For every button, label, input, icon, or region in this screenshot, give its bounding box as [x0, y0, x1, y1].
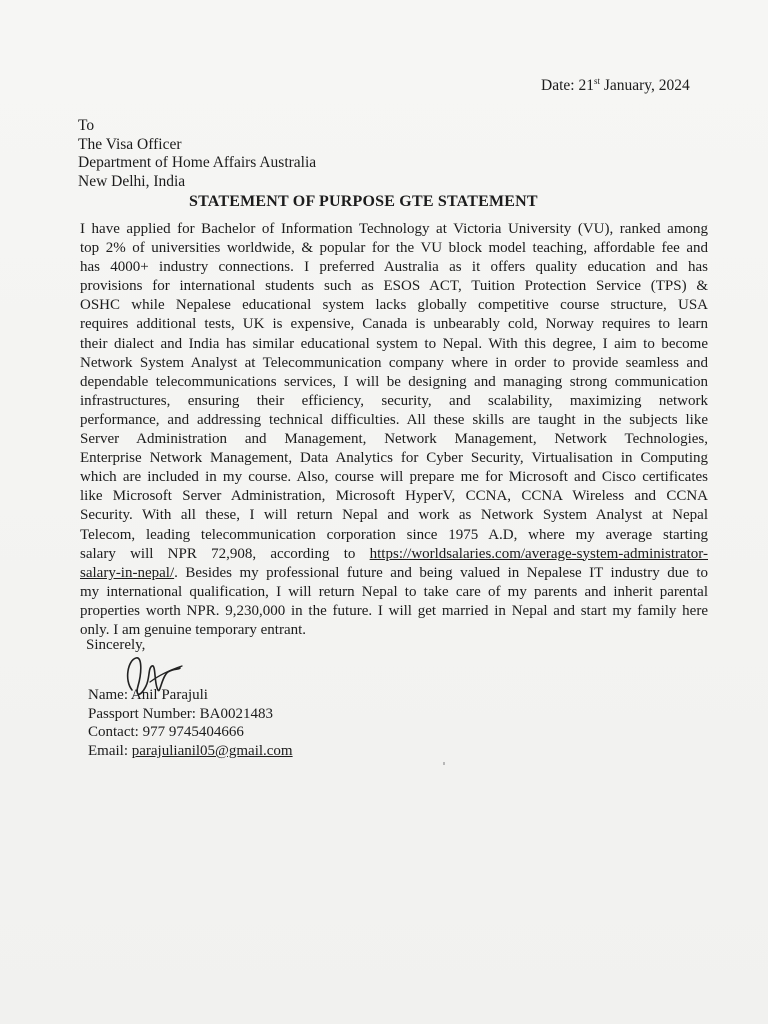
statement-body [80, 220, 708, 640]
body-line: Telecom, leading telecommunication corporation since 1975 A.D, where my average starting [80, 526, 708, 543]
body-line: Network System Analyst at Telecommunication company where in order to provide seamless and [80, 354, 708, 371]
salary-text-continued: . Besides my professional future and being valued in Nepalese IT industry due to [174, 564, 708, 581]
salary-link-continued[interactable]: salary-in-nepal/ [80, 564, 175, 581]
date-prefix: Date: 21 [541, 77, 594, 94]
address-line: To [78, 117, 95, 134]
body-line: Enterprise Network Management, Data Analytics for Cyber Security, Virtualisation in Computing [80, 450, 708, 467]
body-line: I have applied for Bachelor of Information Technology at Victoria University (VU), ranked among [80, 221, 708, 237]
body-line-salary-continued [80, 564, 708, 583]
body-line: performance, and addressing technical difficulties. All these skills are taught in the subjects like [80, 411, 708, 428]
salary-text: salary will NPR 72,908, according to [80, 545, 370, 562]
document-title: STATEMENT OF PURPOSE GTE STATEMENT [189, 193, 538, 210]
paper-speck [443, 762, 445, 765]
body-line: like Microsoft Server Administration, Microsoft HyperV, CCNA, CCNA Wireless and CCNA [80, 488, 708, 505]
body-line: infrastructures, ensuring their efficiency, security, and scalability, maximizing network [80, 392, 708, 409]
address-line: Department of Home Affairs Australia [78, 154, 317, 171]
letter-date [541, 76, 690, 95]
salary-link[interactable]: https://worldsalaries.com/average-system-administrator- [369, 545, 708, 562]
address-line: The Visa Officer [78, 135, 182, 153]
recipient-address [78, 117, 316, 191]
date-ordinal: st [593, 76, 600, 86]
body-line: only. I am genuine temporary entrant. [80, 621, 307, 638]
body-line: Security. With all these, I will return Nepal and work as Network System Analyst at Nepal [80, 507, 708, 524]
body-line: top 2% of universities worldwide, & popular for the VU block model teaching, affordable fee and [80, 240, 708, 257]
body-line: which are included in my course. Also, course will prepare me for Microsoft and Cisco certificates [80, 469, 708, 486]
email-line [88, 742, 293, 761]
date-rest: January, 2024 [599, 77, 690, 94]
contact-number: Contact: 977 9745404666 [88, 724, 244, 741]
body-line: my international qualification, I will return Nepal to take care of my parents and inherit parental [80, 583, 708, 600]
body-line: OSHC while Nepalese educational system lacks globally competitive course structure, USA [80, 297, 708, 314]
address-line: New Delhi, India [78, 172, 186, 190]
body-line: has 4000+ industry connections. I preferred Australia as it offers quality education and has [80, 259, 708, 276]
body-line-salary [80, 545, 708, 564]
sign-off: Sincerely, [86, 637, 146, 653]
email-link[interactable]: parajulianil05@gmail.com [131, 743, 293, 760]
email-label: Email: [88, 743, 132, 760]
body-line: their dialect and India has similar educational system to Nepal. With this degree, I aim to become [80, 335, 708, 352]
body-line: Server Administration and Management, Network Management, Network Technologies, [80, 431, 708, 448]
body-line: dependable telecommunications services, I will be designing and managing strong communication [80, 373, 708, 390]
body-line: requires additional tests, UK is expensive, Canada is unbearably cold, Norway requires to learn [80, 316, 708, 333]
passport-number: Passport Number: BA0021483 [88, 705, 273, 722]
sender-details [88, 686, 293, 761]
sender-name: Name: Anil Parajuli [88, 687, 208, 703]
body-line: provisions for international students such as ESOS ACT, Tuition Protection Service (TPS) & [80, 278, 708, 295]
body-line: properties worth NPR. 9,230,000 in the future. I will get married in Nepal and start my family here [80, 602, 708, 619]
